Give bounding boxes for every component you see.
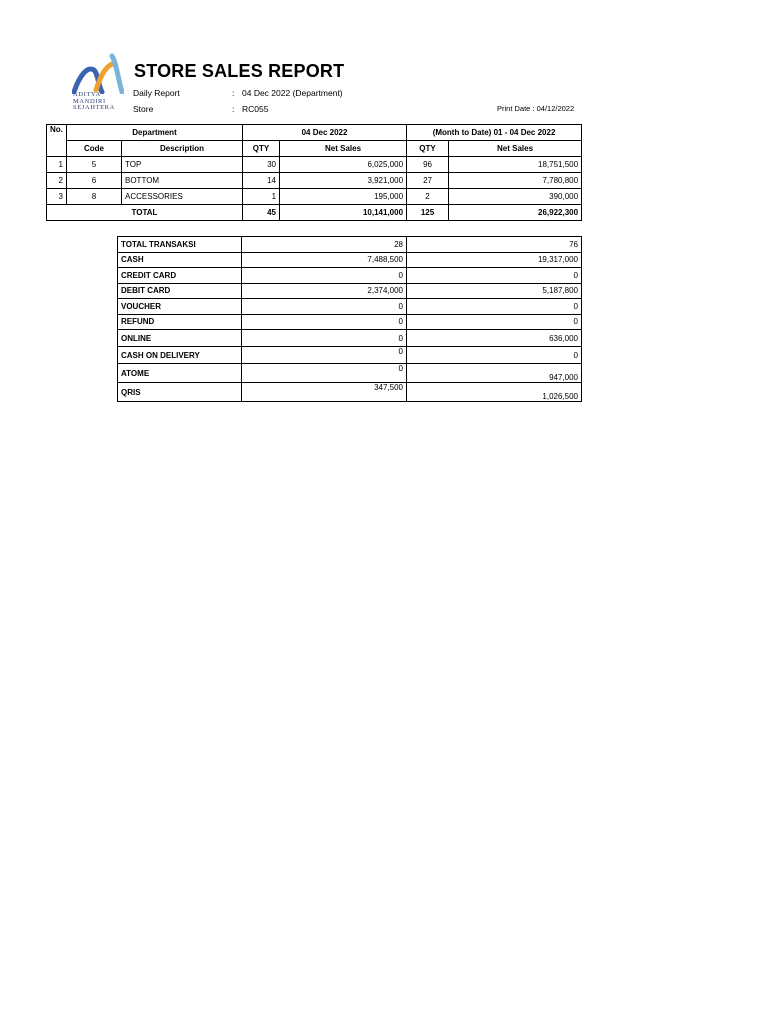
daily-report-value: 04 Dec 2022 (Department) — [242, 88, 343, 98]
payment-day-value: 0 — [242, 299, 407, 315]
col-header-mtd-qty: QTY — [407, 141, 449, 157]
table-row — [118, 314, 582, 330]
row-description: TOP — [122, 157, 243, 173]
table-row — [118, 383, 582, 402]
total-mtd-net-sales: 26,922,300 — [449, 205, 582, 221]
row-day-qty: 30 — [243, 157, 280, 173]
row-code: 8 — [67, 189, 122, 205]
payment-label: VOUCHER — [118, 299, 242, 315]
col-header-day-net-sales: Net Sales — [280, 141, 407, 157]
table-row — [47, 173, 582, 189]
table-row — [118, 252, 582, 268]
col-header-description: Description — [122, 141, 243, 157]
table-row — [118, 283, 582, 299]
row-mtd-qty: 96 — [407, 157, 449, 173]
row-description: ACCESSORIES — [122, 189, 243, 205]
row-code: 5 — [67, 157, 122, 173]
store-colon: : — [232, 104, 235, 114]
col-header-code: Code — [67, 141, 122, 157]
payment-day-value: 0 — [242, 268, 407, 284]
col-header-mtd-net-sales: Net Sales — [449, 141, 582, 157]
table-row — [118, 299, 582, 315]
payment-day-value: 7,488,500 — [242, 252, 407, 268]
total-day-net-sales: 10,141,000 — [280, 205, 407, 221]
row-mtd-qty: 2 — [407, 189, 449, 205]
payment-mtd-value: 636,000 — [407, 330, 582, 347]
col-header-day-qty: QTY — [243, 141, 280, 157]
row-no: 2 — [47, 173, 67, 189]
row-no: 3 — [47, 189, 67, 205]
row-day-qty: 14 — [243, 173, 280, 189]
table-header-row — [47, 125, 582, 141]
payment-label: TOTAL TRANSAKSI — [118, 237, 242, 253]
col-header-period-mtd: (Month to Date) 01 - 04 Dec 2022 — [407, 125, 582, 141]
daily-report-label: Daily Report — [133, 88, 180, 98]
store-value: RC055 — [242, 104, 269, 114]
table-subheader-row — [47, 141, 582, 157]
row-mtd-qty: 27 — [407, 173, 449, 189]
row-mtd-net-sales: 18,751,500 — [449, 157, 582, 173]
payment-mtd-value: 5,187,800 — [407, 283, 582, 299]
table-row — [118, 237, 582, 253]
print-date: Print Date : 04/12/2022 — [497, 104, 575, 113]
payment-label: CREDIT CARD — [118, 268, 242, 284]
daily-report-colon: : — [232, 88, 235, 98]
table-total-row — [47, 205, 582, 221]
payment-label: CASH — [118, 252, 242, 268]
payment-day-value: 28 — [242, 237, 407, 253]
total-label: TOTAL — [122, 205, 243, 221]
table-row — [47, 189, 582, 205]
payment-mtd-value: 0 — [407, 299, 582, 315]
col-header-period-day: 04 Dec 2022 — [243, 125, 407, 141]
table-row — [118, 364, 582, 383]
payment-label: CASH ON DELIVERY — [118, 347, 242, 364]
col-header-department: Department — [67, 125, 243, 141]
payment-mtd-value: 947,000 — [407, 364, 582, 383]
row-day-net-sales: 195,000 — [280, 189, 407, 205]
payment-label: QRIS — [118, 383, 242, 402]
total-day-qty: 45 — [243, 205, 280, 221]
payment-day-value: 0 — [242, 347, 407, 364]
payment-label: ONLINE — [118, 330, 242, 347]
row-no: 1 — [47, 157, 67, 173]
payment-mtd-value: 1,026,500 — [407, 383, 582, 402]
total-mtd-qty: 125 — [407, 205, 449, 221]
payment-day-value: 0 — [242, 330, 407, 347]
store-label: Store — [133, 104, 154, 114]
row-day-net-sales: 3,921,000 — [280, 173, 407, 189]
payment-label: DEBIT CARD — [118, 283, 242, 299]
payment-mtd-value: 0 — [407, 314, 582, 330]
table-row — [47, 157, 582, 173]
payment-mtd-value: 0 — [407, 268, 582, 284]
department-sales-table — [46, 124, 582, 221]
row-day-net-sales: 6,025,000 — [280, 157, 407, 173]
table-row — [118, 347, 582, 364]
report-title: STORE SALES REPORT — [134, 61, 345, 81]
logo-mark-icon — [72, 52, 124, 94]
payment-summary-table — [117, 236, 582, 402]
payment-day-value: 347,500 — [242, 383, 407, 402]
payment-label: ATOME — [118, 364, 242, 383]
payment-label: REFUND — [118, 314, 242, 330]
row-mtd-net-sales: 390,000 — [449, 189, 582, 205]
payment-mtd-value: 0 — [407, 347, 582, 364]
row-code: 6 — [67, 173, 122, 189]
col-header-no: No. — [47, 125, 67, 157]
table-row — [118, 268, 582, 284]
payment-mtd-value: 19,317,000 — [407, 252, 582, 268]
logo-wordmark: ADITYA MANDIRI SEJAHTERA — [73, 91, 115, 111]
company-logo — [72, 52, 124, 118]
row-mtd-net-sales: 7,780,800 — [449, 173, 582, 189]
row-day-qty: 1 — [243, 189, 280, 205]
payment-day-value: 2,374,000 — [242, 283, 407, 299]
payment-day-value: 0 — [242, 314, 407, 330]
payment-mtd-value: 76 — [407, 237, 582, 253]
total-spacer — [47, 205, 122, 221]
payment-day-value: 0 — [242, 364, 407, 383]
table-row — [118, 330, 582, 347]
row-description: BOTTOM — [122, 173, 243, 189]
